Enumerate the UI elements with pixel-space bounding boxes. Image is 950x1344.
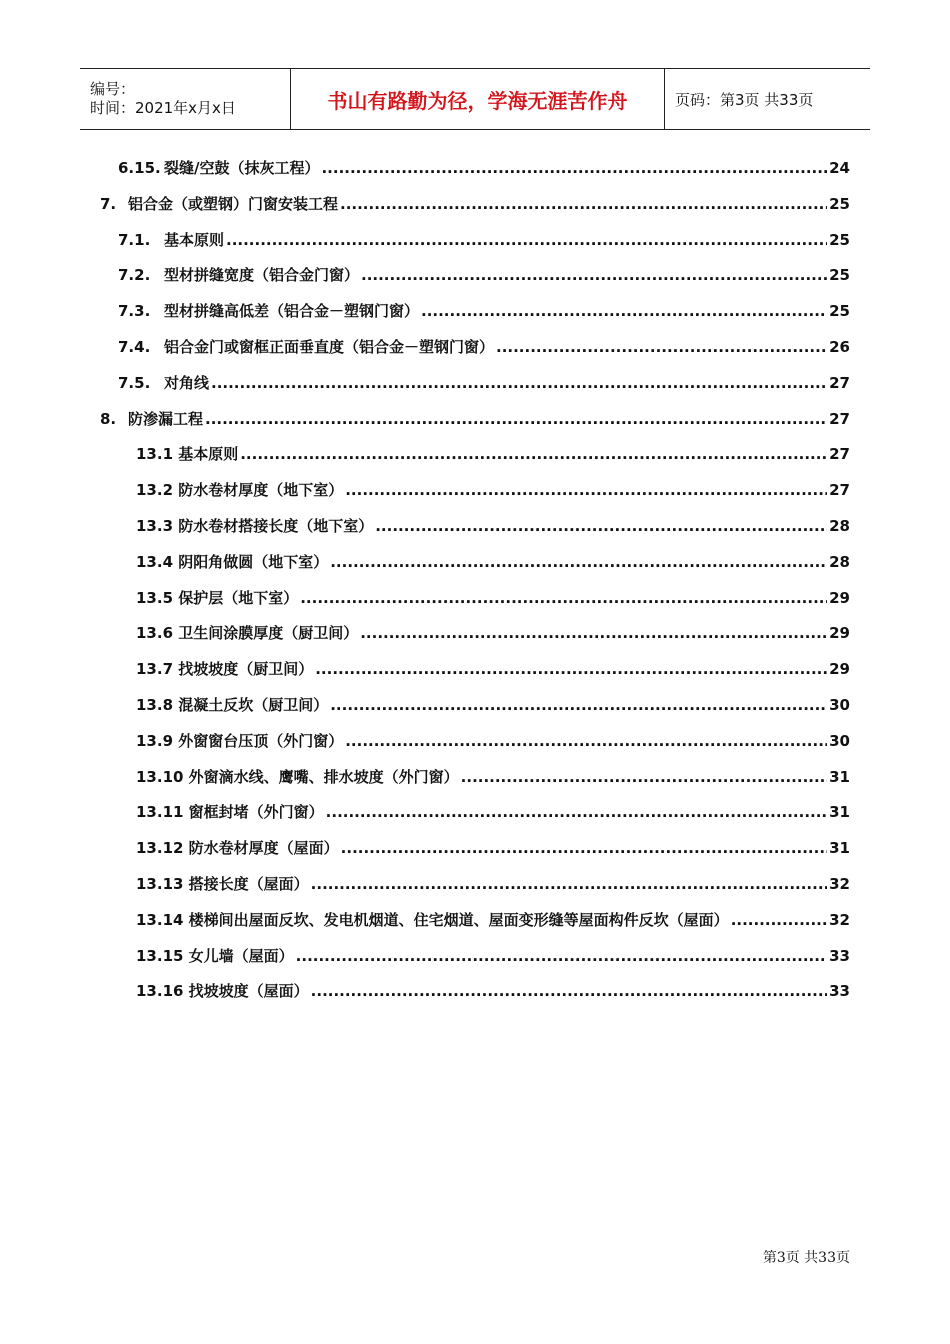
toc-page-number: 27 (829, 445, 850, 464)
toc-entry[interactable] (118, 263, 850, 287)
toc-entry[interactable] (136, 944, 850, 968)
toc-leader-dots (211, 371, 827, 395)
toc-page-number: 33 (829, 946, 850, 965)
toc-page-number: 28 (829, 517, 850, 535)
toc-number: 7.3. (118, 302, 151, 321)
toc-title: 对角线 (164, 373, 210, 392)
header-page (665, 69, 813, 129)
toc-entry[interactable] (136, 657, 850, 681)
toc-entry[interactable] (100, 407, 850, 431)
toc-page-number: 33 (829, 982, 850, 1001)
toc-page-number: 27 (829, 373, 850, 392)
toc-leader-dots (240, 442, 827, 466)
toc-number: 7.1. (118, 230, 151, 249)
toc-number: 6.15. (118, 159, 161, 177)
toc-title: 13.9 外窗窗台压顶（外门窗） (136, 731, 344, 750)
toc-title: 13.15 女儿墙（屋面） (136, 946, 294, 965)
page-label: 页码：第3页 共33页 (675, 90, 814, 109)
toc-page-number: 32 (829, 875, 850, 893)
toc-leader-dots (296, 944, 827, 968)
motto-text: 书山有路勤为径，学海无涯苦作舟 (327, 88, 628, 113)
toc-title: 13.10 外窗滴水线、鹰嘴、排水坡度（外门窗） (136, 767, 459, 786)
toc-entry[interactable] (136, 800, 850, 824)
toc-page-number: 25 (829, 302, 850, 321)
toc-title: 裂缝/空鼓（抹灰工程） (164, 159, 320, 177)
toc-title: 13.1 基本原则 (136, 445, 239, 464)
toc-title: 13.5 保护层（地下室） (136, 588, 299, 607)
toc-entry[interactable] (136, 442, 850, 466)
serial-label: 编号： (90, 80, 136, 98)
toc-number: 7.4. (118, 338, 151, 356)
toc-entry[interactable] (136, 621, 850, 645)
toc-page-number: 25 (829, 266, 850, 285)
footer-page-text: 第3页 共33页 (762, 1250, 850, 1266)
toc-leader-dots (361, 263, 827, 287)
toc-leader-dots (205, 407, 827, 431)
toc-page-number: 29 (829, 660, 850, 679)
toc-title: 型材拼缝宽度（铝合金门窗） (164, 266, 360, 285)
toc-leader-dots (300, 586, 827, 610)
toc-leader-dots (330, 693, 827, 717)
page-footer (763, 1247, 850, 1267)
toc-title: 13.6 卫生间涂膜厚度（厨卫间） (136, 624, 359, 643)
toc-leader-dots (341, 836, 827, 860)
toc-leader-dots (375, 514, 827, 538)
toc-title: 型材拼缝高低差（铝合金－塑钢门窗） (164, 302, 420, 321)
page-header (80, 68, 870, 130)
toc-leader-dots (360, 621, 827, 645)
toc-entry[interactable] (136, 979, 850, 1003)
toc-number: 8. (100, 409, 117, 428)
toc-page-number: 30 (829, 696, 850, 714)
toc-entry[interactable] (136, 872, 850, 896)
toc-entry[interactable] (100, 192, 850, 216)
toc-entry[interactable] (136, 836, 850, 860)
toc-leader-dots (311, 872, 827, 896)
toc-leader-dots (345, 478, 827, 502)
time-label: 时间：2021年x月x日 (90, 99, 236, 117)
toc-title: 铝合金门或窗框正面垂直度（铝合金－塑钢门窗） (164, 338, 495, 356)
toc-leader-dots (421, 299, 827, 323)
toc-page-number: 25 (829, 230, 850, 249)
toc-title: 铝合金（或塑钢）门窗安装工程 (128, 194, 339, 213)
toc-title: 13.7 找坡坡度（厨卫间） (136, 660, 314, 679)
toc-leader-dots (321, 156, 827, 180)
toc-entry[interactable] (118, 371, 850, 395)
toc-number: 7.2. (118, 266, 151, 285)
toc-leader-dots (345, 729, 827, 753)
toc-page-number: 26 (829, 338, 850, 356)
toc-leader-dots (326, 800, 827, 824)
toc-page-number: 24 (829, 159, 850, 177)
toc-entry[interactable] (136, 478, 850, 502)
toc-leader-dots (496, 335, 827, 359)
toc-page-number: 29 (829, 624, 850, 643)
toc-title: 13.4 阴阳角做圆（地下室） (136, 552, 329, 571)
header-meta (80, 69, 290, 129)
toc-page-number: 29 (829, 588, 850, 607)
toc-title: 13.2 防水卷材厚度（地下室） (136, 481, 344, 500)
toc-title: 13.13 搭接长度（屋面） (136, 875, 309, 893)
toc-title: 防渗漏工程 (128, 409, 204, 428)
toc-entry[interactable] (136, 693, 850, 717)
toc-title: 基本原则 (164, 230, 225, 249)
toc-page-number: 32 (829, 910, 850, 929)
toc-title: 13.8 混凝土反坎（厨卫间） (136, 696, 329, 714)
toc-title: 13.11 窗框封堵（外门窗） (136, 803, 324, 822)
toc-number: 7. (100, 194, 117, 213)
toc-title: 13.14 楼梯间出屋面反坎、发电机烟道、住宅烟道、屋面变形缝等屋面构件反坎（屋面） (136, 910, 729, 929)
toc-leader-dots (461, 765, 827, 789)
toc-leader-dots (226, 228, 827, 252)
toc-title: 13.16 找坡坡度（屋面） (136, 982, 309, 1001)
toc-page-number: 27 (829, 481, 850, 500)
toc-title: 13.12 防水卷材厚度（屋面） (136, 839, 339, 858)
toc-leader-dots (311, 979, 827, 1003)
toc-number: 7.5. (118, 373, 151, 392)
toc-leader-dots (330, 550, 827, 574)
toc-title: 13.3 防水卷材搭接长度（地下室） (136, 517, 374, 535)
toc-entry[interactable] (118, 156, 850, 180)
toc-page-number: 25 (829, 194, 850, 213)
toc-entry[interactable] (136, 514, 850, 538)
toc-entry[interactable] (136, 908, 850, 932)
toc-page-number: 31 (829, 767, 850, 786)
toc-entry[interactable] (118, 335, 850, 359)
toc-entry[interactable] (136, 550, 850, 574)
header-motto (290, 69, 665, 129)
toc-page-number: 27 (829, 409, 850, 428)
toc-entry[interactable] (136, 729, 850, 753)
toc-page-number: 30 (829, 731, 850, 750)
toc-page-number: 28 (829, 552, 850, 571)
toc-entry[interactable] (118, 228, 850, 252)
toc-entry[interactable] (118, 299, 850, 323)
toc-page-number: 31 (829, 839, 850, 858)
toc-page-number: 31 (829, 803, 850, 822)
toc-leader-dots (315, 657, 827, 681)
toc-leader-dots (340, 192, 827, 216)
toc-entry[interactable] (136, 586, 850, 610)
toc-leader-dots (731, 908, 827, 932)
toc-entry[interactable] (136, 765, 850, 789)
